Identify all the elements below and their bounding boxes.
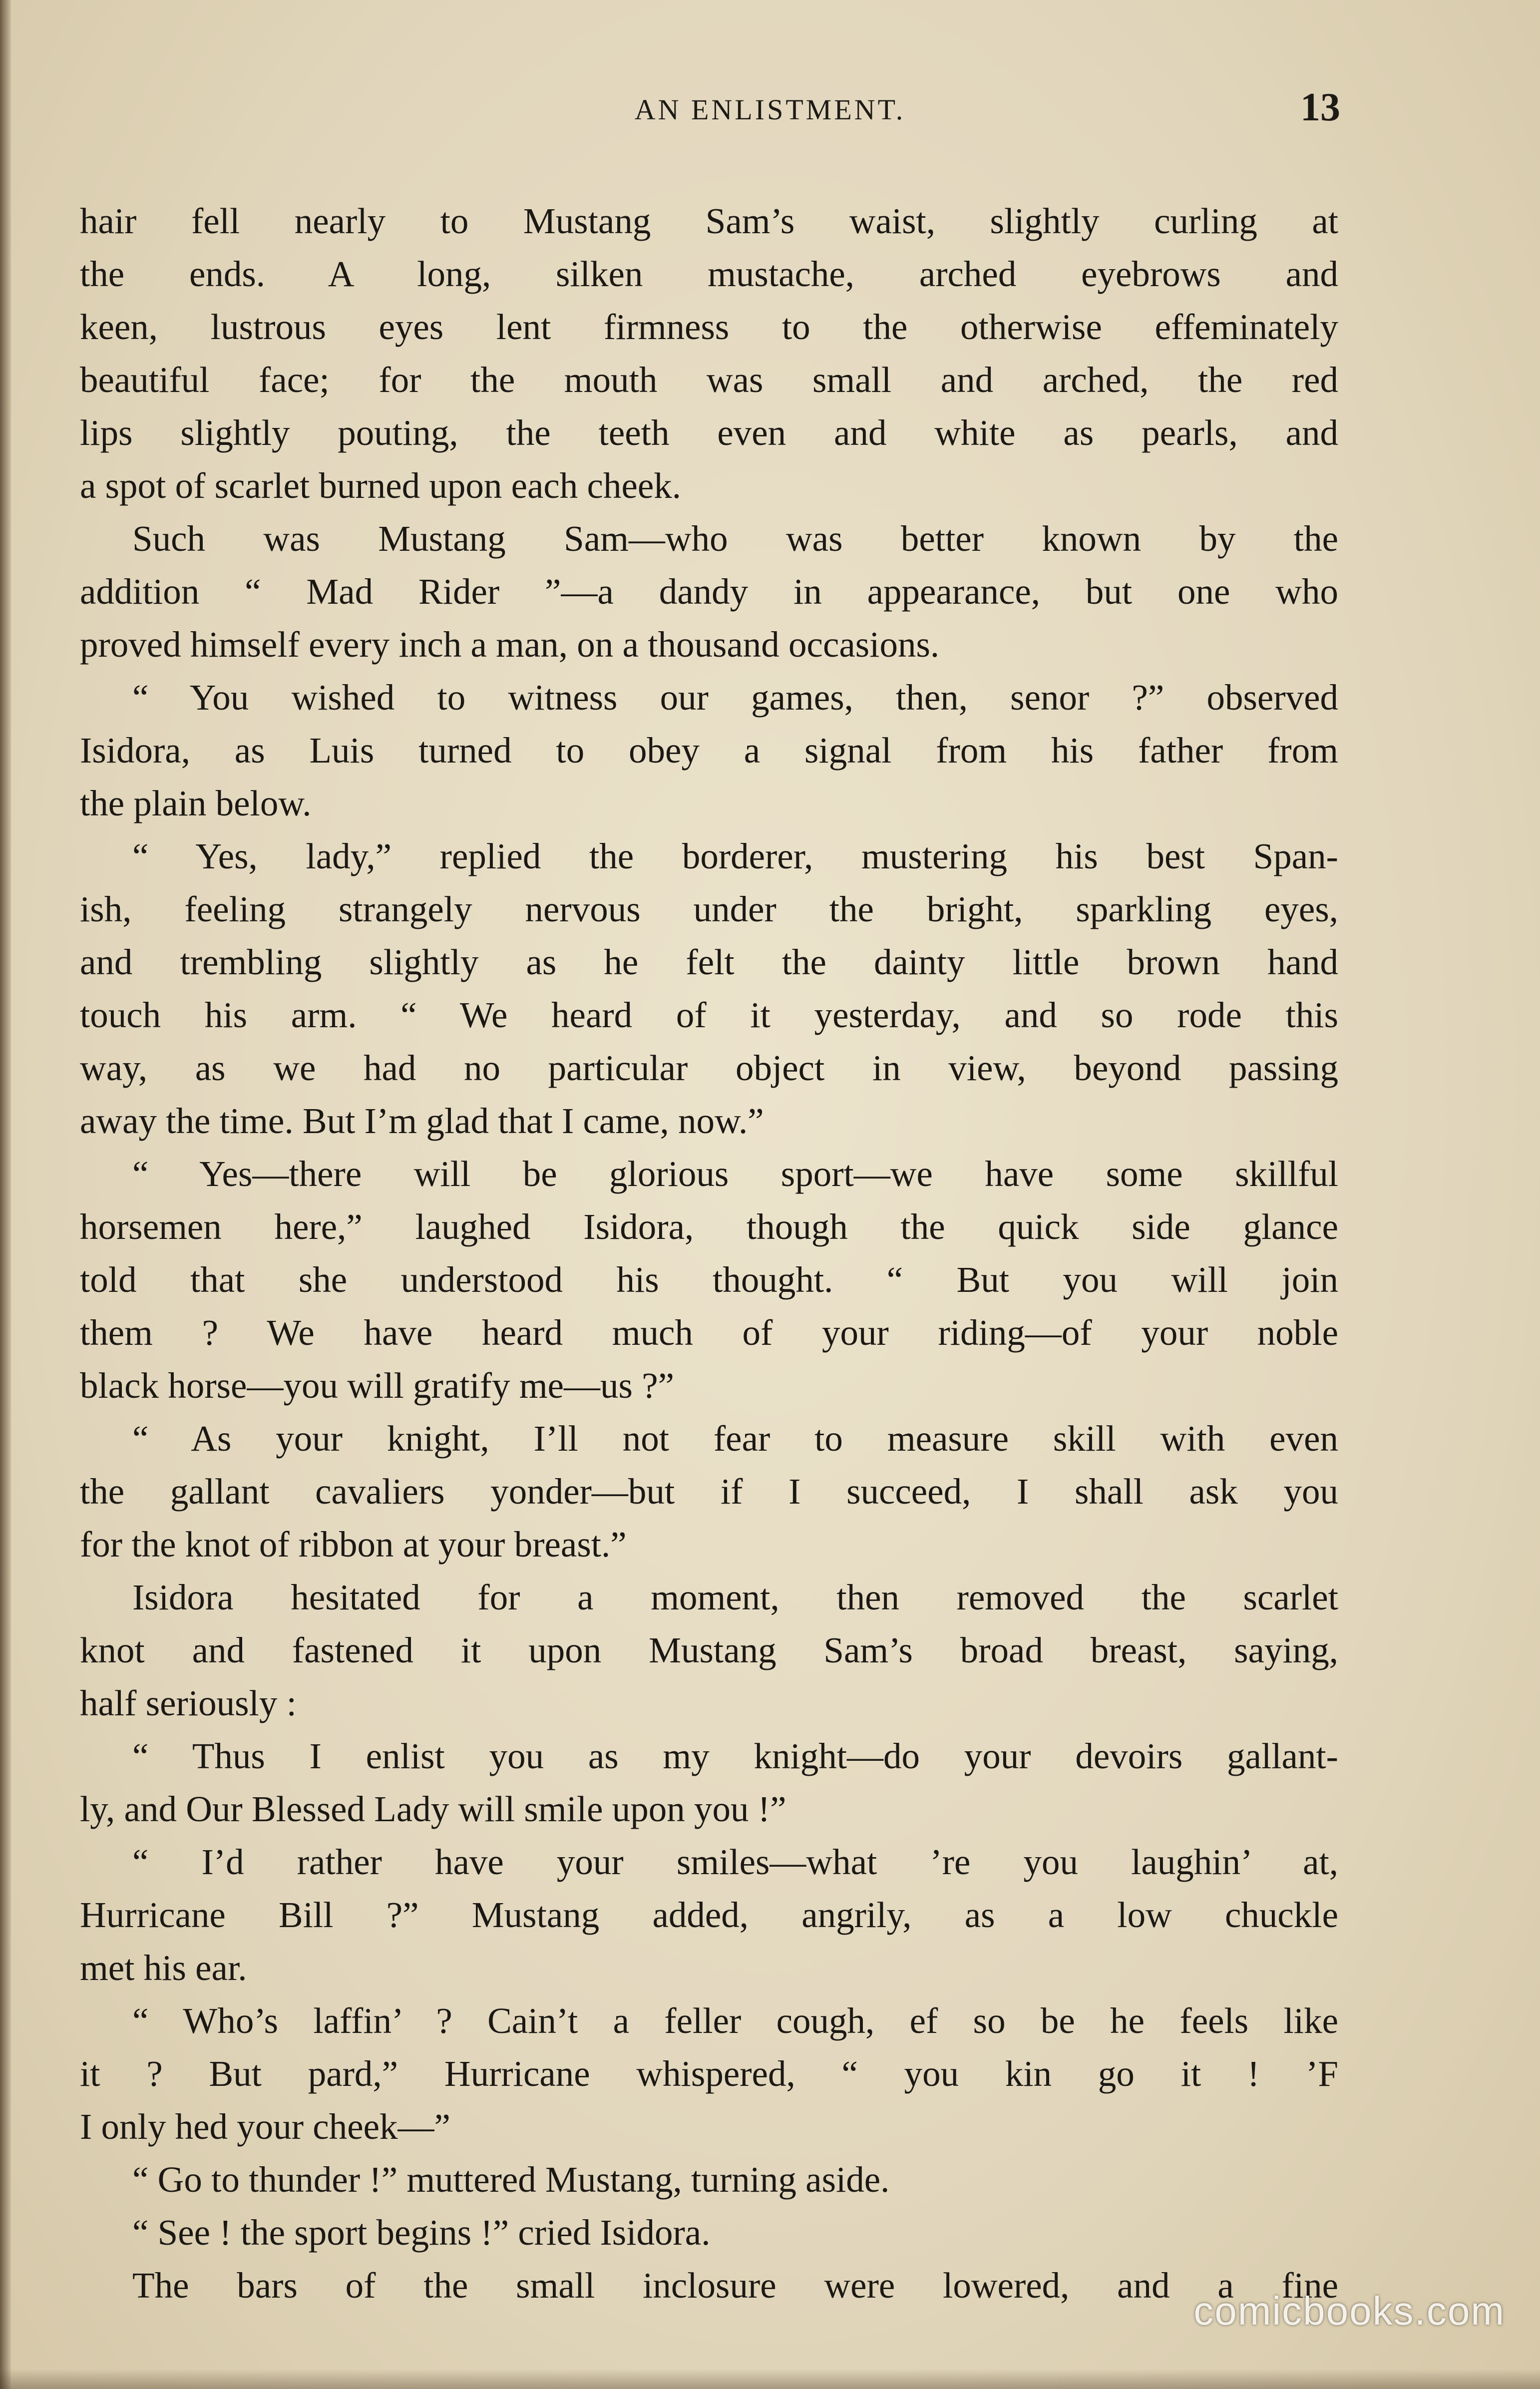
body-text	[80, 195, 1338, 2312]
text-line: “ As your knight, I’ll not fear to measure skill with even	[132, 1418, 1338, 1459]
text-line: “ Who’s laffin’ ? Cain’t a feller cough, ef so be he feels like	[132, 2000, 1338, 2041]
text-line: knot and fastened it upon Mustang Sam’s broad breast, saying,	[80, 1630, 1338, 1670]
text-line: black horse—you will gratify me—us ?”	[80, 1365, 674, 1406]
text-line: proved himself every inch a man, on a thousand occasions.	[80, 624, 940, 665]
text-line: and trembling slightly as he felt the dainty little brown hand	[80, 942, 1338, 982]
text-line: the plain below.	[80, 783, 312, 823]
text-line: them ? We have heard much of your riding—of your noble	[80, 1312, 1338, 1353]
text-line: Such was Mustang Sam—who was better known by the	[132, 518, 1338, 559]
text-line: away the time. But I’m glad that I came, now.”	[80, 1101, 764, 1141]
text-line: for the knot of ribbon at your breast.”	[80, 1524, 627, 1565]
text-line: half seriously :	[80, 1683, 297, 1723]
text-line: “ Yes—there will be glorious sport—we have some skillful	[132, 1154, 1338, 1194]
page-bottom-shadow	[0, 2369, 1540, 2389]
text-line: “ Yes, lady,” replied the borderer, mustering his best Span-	[132, 836, 1338, 876]
chapter-title: AN ENLISTMENT.	[634, 93, 906, 126]
text-line: “ I’d rather have your smiles—what ’re you laughin’ at,	[132, 1842, 1338, 1882]
page-number: 13	[1300, 85, 1340, 129]
page-binding-edge	[0, 0, 11, 2389]
text-line: told that she understood his thought. “ But you will join	[80, 1259, 1338, 1300]
text-line: a spot of scarlet burned upon each cheek.	[80, 465, 682, 506]
text-line: The bars of the small inclosure were lowered, and a fine	[132, 2265, 1338, 2306]
text-line: “ You wished to witness our games, then, senor ?” observed	[132, 677, 1338, 718]
text-line: it ? But pard,” Hurricane whispered, “ you kin go it ! ’F	[80, 2053, 1338, 2094]
text-line: addition “ Mad Rider ”—a dandy in appearance, but one who	[80, 571, 1338, 612]
text-line: lips slightly pouting, the teeth even and white as pearls, and	[80, 412, 1338, 453]
text-line: I only hed your cheek—”	[80, 2106, 450, 2147]
text-line: beautiful face; for the mouth was small and arched, the red	[80, 360, 1338, 400]
text-line: the gallant cavaliers yonder—but if I succeed, I shall ask you	[80, 1471, 1338, 1512]
site-watermark: comicbooks.com	[1193, 2289, 1505, 2333]
text-line: hair fell nearly to Mustang Sam’s waist, slightly curling at	[80, 201, 1338, 241]
text-line: “ Go to thunder !” muttered Mustang, turning aside.	[132, 2159, 890, 2200]
text-line: met his ear.	[80, 1948, 247, 1988]
text-line: keen, lustrous eyes lent firmness to the otherwise effeminately	[80, 307, 1338, 347]
text-line: horsemen here,” laughed Isidora, though the quick side glance	[80, 1206, 1338, 1247]
running-head	[0, 85, 1540, 135]
text-line: “ Thus I enlist you as my knight—do your devoirs gallant-	[132, 1736, 1338, 1776]
text-line: Isidora, as Luis turned to obey a signal from his father from	[80, 730, 1338, 771]
text-line: Isidora hesitated for a moment, then removed the scarlet	[132, 1577, 1338, 1617]
text-line: ish, feeling strangely nervous under the bright, sparkling eyes,	[80, 889, 1338, 929]
text-line: the ends. A long, silken mustache, arched eyebrows and	[80, 254, 1338, 294]
text-line: touch his arm. “ We heard of it yesterday, and so rode this	[80, 995, 1338, 1035]
text-line: Hurricane Bill ?” Mustang added, angrily, as a low chuckle	[80, 1895, 1338, 1935]
text-line: ly, and Our Blessed Lady will smile upon you !”	[80, 1789, 786, 1829]
text-line: “ See ! the sport begins !” cried Isidora.	[132, 2212, 711, 2253]
text-line: way, as we had no particular object in view, beyond passing	[80, 1048, 1338, 1088]
